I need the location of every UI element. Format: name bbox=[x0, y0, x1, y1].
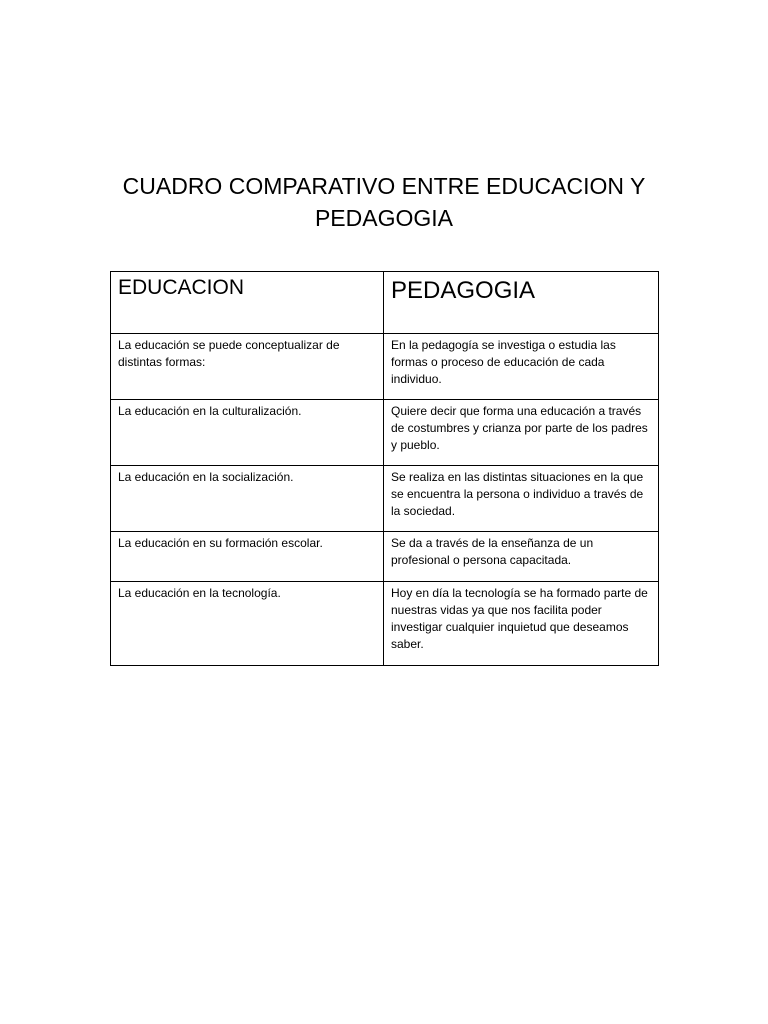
cell-educacion: La educación en la culturalización. bbox=[111, 400, 384, 466]
table-row bbox=[111, 466, 659, 532]
cell-educacion: La educación en su formación escolar. bbox=[111, 532, 384, 582]
cell-pedagogia: Quiere decir que forma una educación a través de costumbres y crianza por parte de los padres y pueblo. bbox=[384, 400, 659, 466]
cell-pedagogia: En la pedagogía se investiga o estudia las formas o proceso de educación de cada individuo. bbox=[384, 334, 659, 400]
cell-educacion: La educación se puede conceptualizar de distintas formas: bbox=[111, 334, 384, 400]
table-row bbox=[111, 334, 659, 400]
cell-pedagogia: Hoy en día la tecnología se ha formado parte de nuestras vidas ya que nos facilita poder investigar cualquier inquietud que deseamos saber. bbox=[384, 582, 659, 666]
cell-pedagogia: Se da a través de la enseñanza de un profesional o persona capacitada. bbox=[384, 532, 659, 582]
table-header-row bbox=[111, 272, 659, 334]
comparison-table bbox=[110, 271, 659, 666]
page-title: CUADRO COMPARATIVO ENTRE EDUCACION Y PEDAGOGIA bbox=[122, 173, 646, 231]
table-row bbox=[111, 582, 659, 666]
table-row bbox=[111, 532, 659, 582]
header-pedagogia: PEDAGOGIA bbox=[384, 272, 659, 334]
cell-educacion: La educación en la tecnología. bbox=[111, 582, 384, 666]
header-educacion: EDUCACION bbox=[111, 272, 384, 334]
table-row bbox=[111, 400, 659, 466]
cell-pedagogia: Se realiza en las distintas situaciones en la que se encuentra la persona o individuo a través de la sociedad. bbox=[384, 466, 659, 532]
cell-educacion: La educación en la socialización. bbox=[111, 466, 384, 532]
